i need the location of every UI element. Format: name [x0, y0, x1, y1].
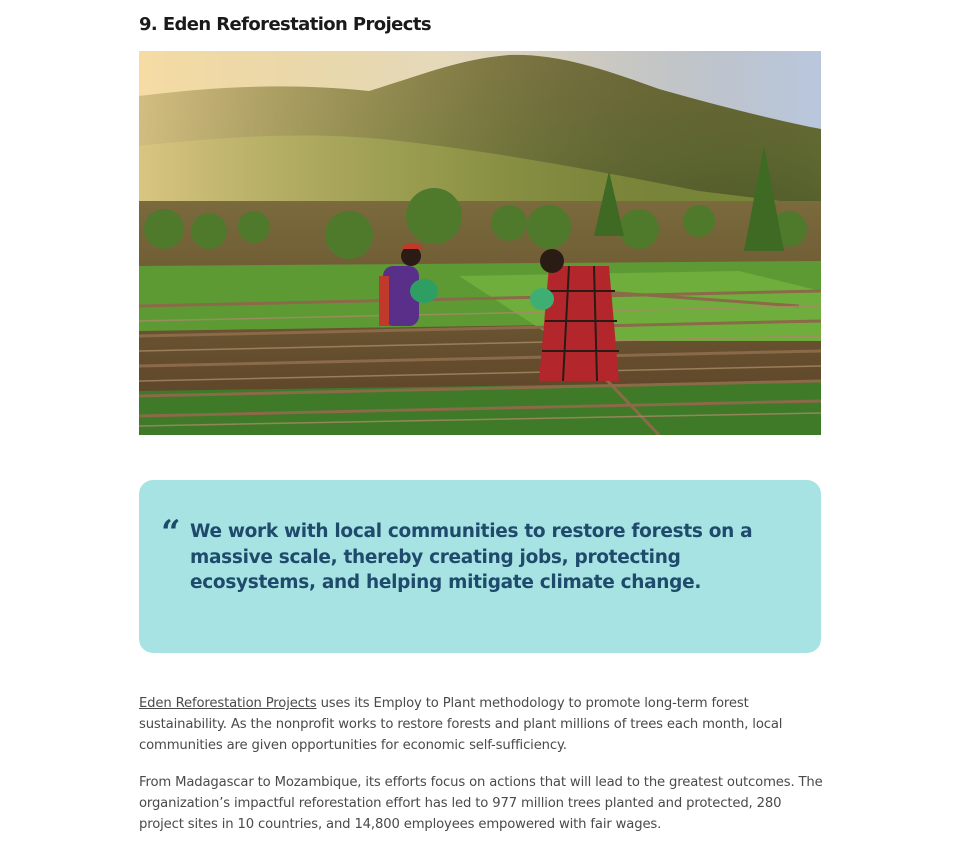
pull-quote-text: We work with local communities to restore forests on a massive scale, thereby creating jobs, protecting ecosystems, and helping mitigate climate change. — [190, 521, 753, 593]
body-paragraph-1-text: uses its Employ to Plant methodology to promote long-term forest sustainability. As the nonprofit works to restore forests and plant millions of trees each month, local communities are given opportunities for economic self-sufficiency. — [139, 696, 783, 753]
pull-quote — [139, 480, 821, 653]
nursery-photo — [139, 51, 821, 435]
body-paragraph-1 — [139, 693, 829, 756]
section-heading: 9. Eden Reforestation Projects — [139, 14, 431, 35]
quote-mark-icon: “ — [161, 513, 181, 553]
body-paragraph-2: From Madagascar to Mozambique, its efforts focus on actions that will lead to the greatest outcomes. The organization’s impactful reforestation effort has led to 977 million trees planted and protected, 280 project sites in 10 countries, and 14,800 employees empowered with fair wages. — [139, 775, 823, 832]
eden-reforestation-link[interactable]: Eden Reforestation Projects — [139, 696, 317, 711]
